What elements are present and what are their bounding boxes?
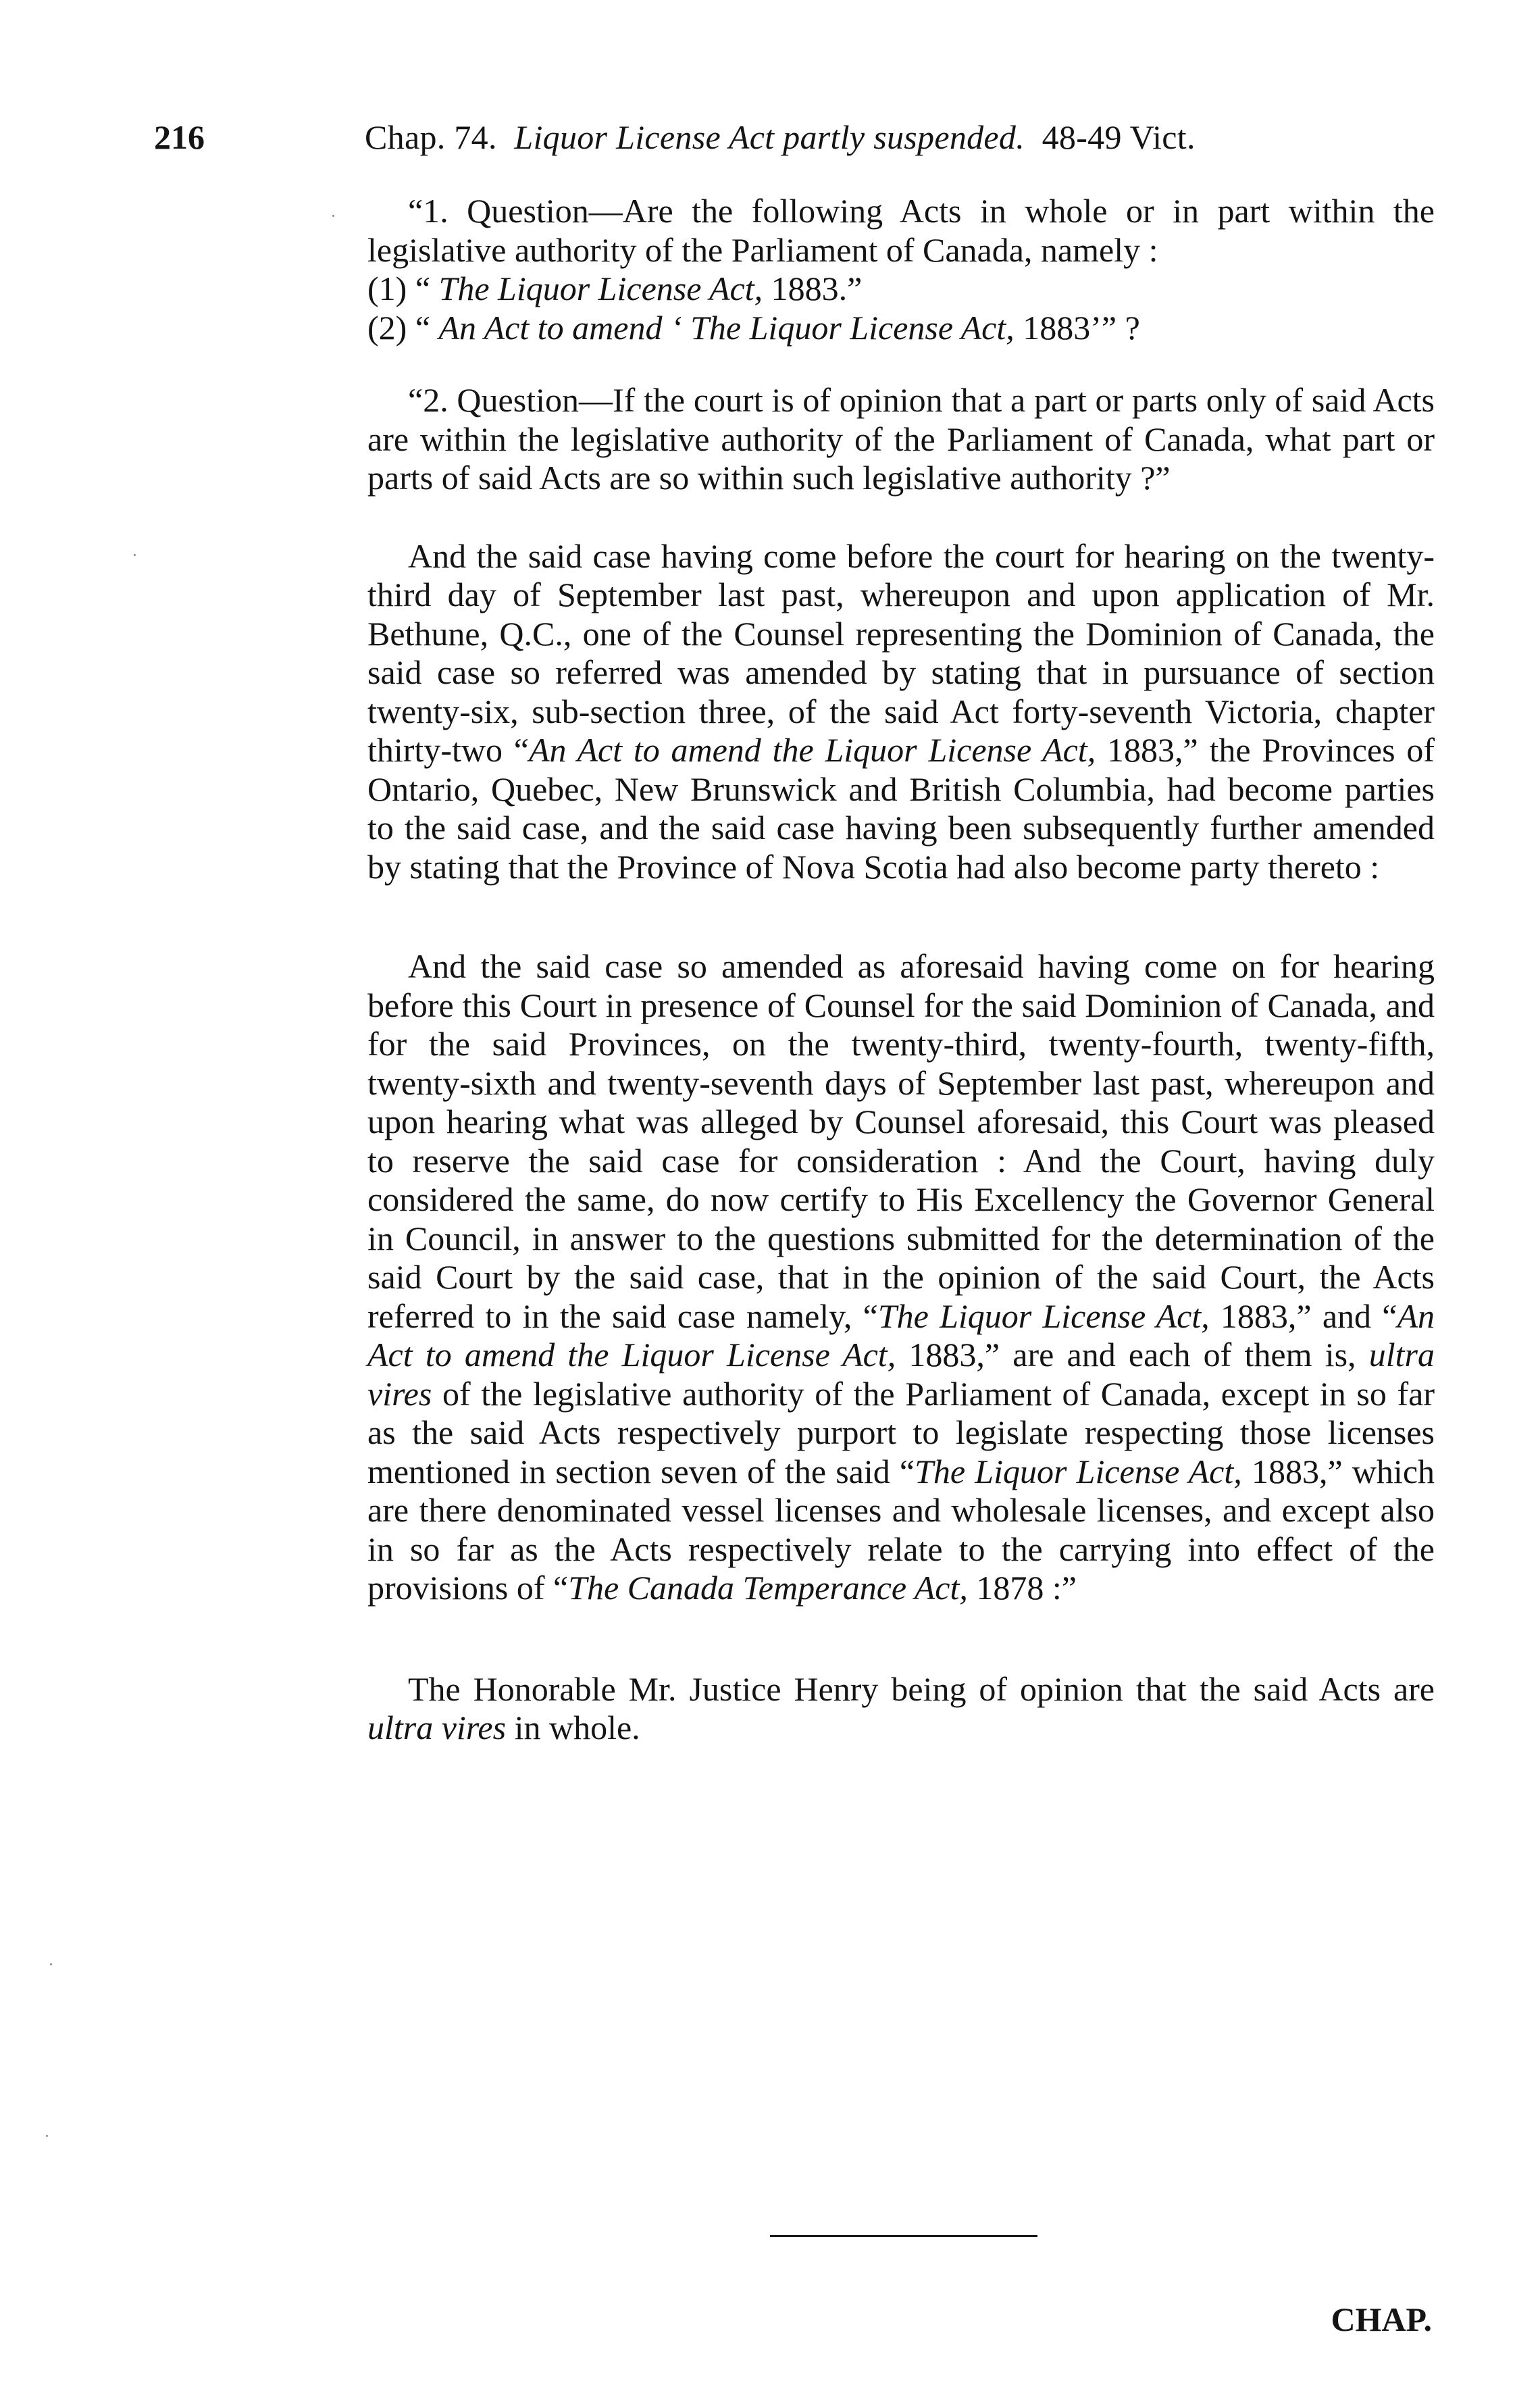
- text-run: in whole.: [514, 1709, 640, 1746]
- margin-speck: [332, 215, 334, 217]
- act-year: 1883’” ?: [1023, 308, 1140, 347]
- paragraph-certification: [367, 947, 1435, 1608]
- text-run: The Honorable Mr. Justice Henry being of opinion that the said Acts are: [408, 1669, 1435, 1708]
- item-number: (1): [367, 270, 407, 307]
- page-body: [367, 192, 1435, 1748]
- text-run: And the said case so amended as aforesaid having come on for hearing before this Court in presence of Counsel for the said Dominion of Canada, and for the said Provinces, on the twenty-third, twenty-fourth, twenty-fifth, twenty-sixth and twenty-seventh days of September last past, whereupon and upon hearing what was alleged by Counsel aforesaid, this Court was pleased to reserve the said case for consideration : And the Court, having duly considered the same, do now certify to His Excellency the Governor General in Council, in answer to the questions submitted for the determination of the said Court by the said case, that in the opinion of the said Court, the Acts referred to in the said case namely, “: [367, 947, 1435, 1335]
- ultra-vires-term: ultra vires: [367, 1336, 1435, 1413]
- paragraph-dissent: [367, 1670, 1435, 1748]
- act-title: An Act to amend the Liquor License Act,: [367, 1296, 1435, 1374]
- text-run: 1878 :”: [976, 1569, 1077, 1607]
- act-title: The Liquor License Act,: [438, 270, 763, 307]
- regnal-year: 48-49 Vict.: [1042, 118, 1196, 156]
- running-head: [365, 118, 1196, 157]
- text-run: 1883,” the Provinces of Ontario, Quebec, New Brunswick and British Columbia, had become parties to the said case, and the said case having been subsequently further amended by stating that the Province of Nova Scotia had also become party thereto :: [367, 731, 1435, 886]
- act-title: The Canada Temperance Act,: [568, 1569, 968, 1607]
- margin-speck: [134, 554, 136, 556]
- question-two: “2. Question—If the court is of opinion that a part or parts only of said Acts are within the legislative authority of the Parliament of Canada, what part or parts of said Acts are so within such legislative authority ?”: [367, 381, 1435, 497]
- chapter-label: Chap. 74.: [365, 118, 497, 156]
- act-title: The Liquor License Act,: [877, 1296, 1210, 1335]
- margin-speck: [50, 1963, 52, 1965]
- catchword: CHAP.: [1331, 2300, 1432, 2338]
- question-one-item-2: [367, 309, 1435, 348]
- act-year: 1883.”: [771, 270, 863, 307]
- question-one-item-1: [367, 270, 1435, 309]
- paragraph-amendment: [367, 537, 1435, 887]
- text-run: And the said case having come before the court for hearing on the twenty-third day of September last past, whereupon and upon application of Mr. Bethune, Q.C., one of the Counsel representing the Dominion of Canada, the said case so referred was amended by stating that in pursuance of section twenty-six, sub-section three, of the said Act forty-seventh Victoria, chapter thirty-two “: [367, 536, 1435, 769]
- running-title: Liquor License Act partly suspended.: [514, 118, 1025, 156]
- margin-speck: [46, 2135, 48, 2137]
- text-run: 1883,” and “: [1220, 1296, 1397, 1335]
- act-title: An Act to amend the Liquor License Act,: [528, 731, 1096, 769]
- ultra-vires-term: ultra vires: [367, 1709, 507, 1746]
- section-divider-rule: [770, 2235, 1037, 2237]
- page-number: 216: [154, 118, 205, 156]
- text-run: 1883,” which are there denominated vessel licenses and wholesale licenses, and except also in so far as the Acts respectively relate to the carrying into effect of the provisions of “: [367, 1452, 1435, 1607]
- text-run: of the legislative authority of the Parliament of Canada, except in so far as the said Acts respectively purport to legislate respecting those licenses mentioned in section seven of the said “: [367, 1374, 1435, 1490]
- open-quote: “: [415, 270, 431, 307]
- text-run: 1883,” are and each of them is,: [908, 1336, 1356, 1374]
- act-title: The Liquor License Act,: [915, 1452, 1242, 1490]
- question-one: “1. Question—Are the following Acts in whole or in part within the legislative authority of the Parliament of Canada, namely :: [367, 192, 1435, 269]
- open-quote: “: [415, 308, 431, 347]
- act-title: An Act to amend ‘ The Liquor License Act,: [438, 308, 1015, 347]
- item-number: (2): [367, 308, 407, 347]
